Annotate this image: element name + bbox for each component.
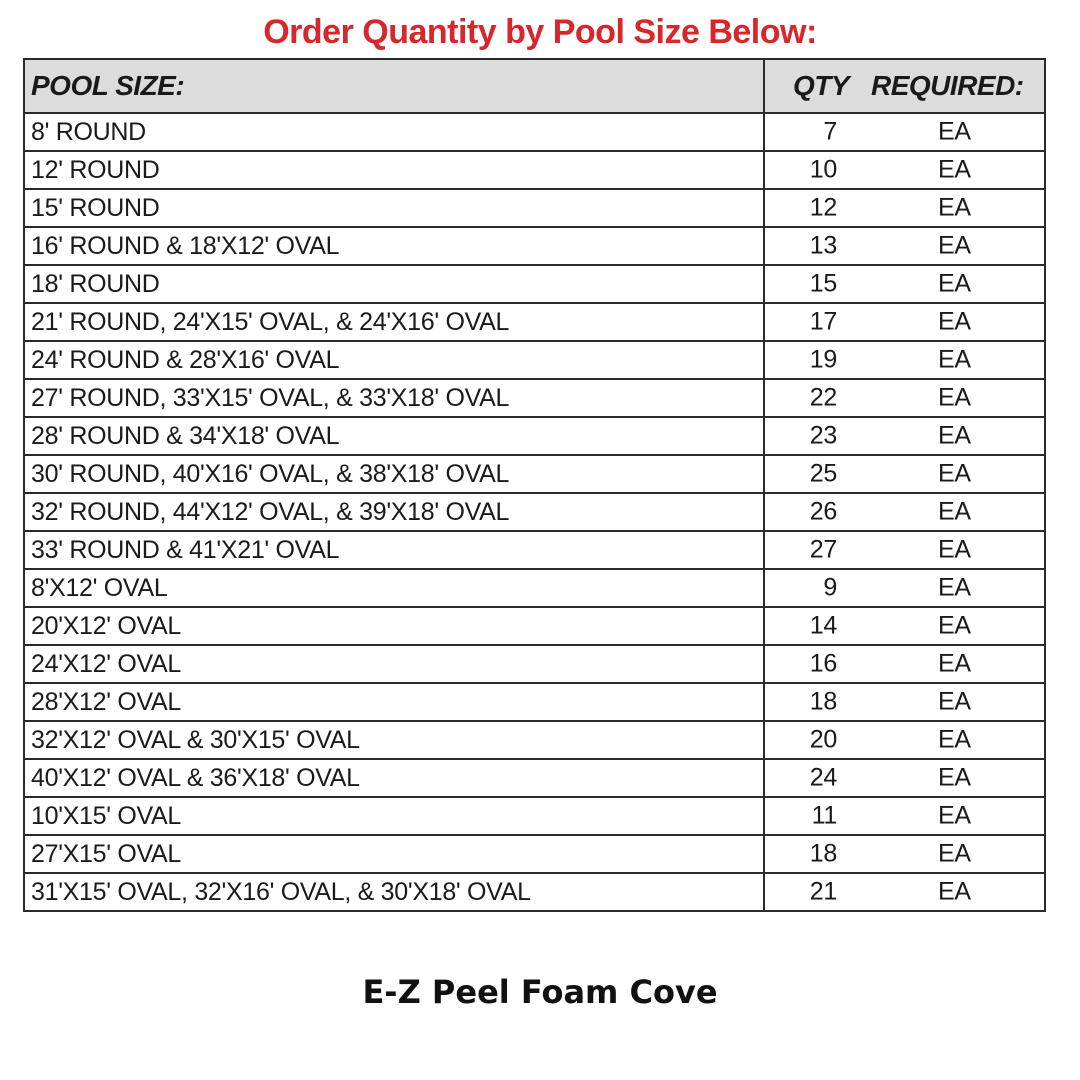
qty-required-cell bbox=[764, 227, 1045, 265]
column-header-required: REQUIRED: bbox=[871, 70, 1024, 101]
qty-required-cell bbox=[764, 379, 1045, 417]
table-row bbox=[24, 227, 1045, 265]
table-row bbox=[24, 759, 1045, 797]
unit-value: EA bbox=[938, 345, 971, 374]
table-row bbox=[24, 835, 1045, 873]
pool-size-cell: 28'X12' OVAL bbox=[24, 683, 764, 721]
table-row bbox=[24, 189, 1045, 227]
product-caption: E-Z Peel Foam Cove bbox=[362, 973, 718, 1011]
qty-required-cell bbox=[764, 607, 1045, 645]
table-row bbox=[24, 455, 1045, 493]
qty-value: 9 bbox=[823, 573, 837, 602]
unit-value: EA bbox=[938, 307, 971, 336]
table-row bbox=[24, 797, 1045, 835]
table-row bbox=[24, 151, 1045, 189]
pool-size-cell: 18' ROUND bbox=[24, 265, 764, 303]
qty-value: 19 bbox=[809, 345, 837, 374]
unit-value: EA bbox=[938, 535, 971, 564]
qty-required-cell bbox=[764, 151, 1045, 189]
unit-value: EA bbox=[938, 877, 971, 906]
qty-value: 16 bbox=[809, 649, 837, 678]
qty-required-cell bbox=[764, 265, 1045, 303]
unit-value: EA bbox=[938, 497, 971, 526]
table-row bbox=[24, 645, 1045, 683]
qty-required-cell bbox=[764, 455, 1045, 493]
qty-value: 25 bbox=[809, 459, 837, 488]
table-row bbox=[24, 873, 1045, 911]
qty-value: 7 bbox=[823, 117, 837, 146]
qty-required-cell bbox=[764, 569, 1045, 607]
qty-value: 11 bbox=[811, 801, 837, 830]
pool-size-cell: 31'X15' OVAL, 32'X16' OVAL, & 30'X18' OVAL bbox=[24, 873, 764, 911]
qty-required-cell bbox=[764, 113, 1045, 151]
table-row bbox=[24, 683, 1045, 721]
pool-size-cell: 27'X15' OVAL bbox=[24, 835, 764, 873]
qty-required-cell bbox=[764, 683, 1045, 721]
page-heading: Order Quantity by Pool Size Below: bbox=[263, 13, 817, 51]
table-row bbox=[24, 341, 1045, 379]
pool-size-quantity-table bbox=[23, 58, 1046, 912]
qty-value: 18 bbox=[809, 687, 837, 716]
qty-required-cell bbox=[764, 303, 1045, 341]
unit-value: EA bbox=[938, 269, 971, 298]
qty-value: 18 bbox=[809, 839, 837, 868]
qty-value: 10 bbox=[809, 155, 837, 184]
column-header-qty: QTY bbox=[792, 70, 849, 101]
qty-required-cell bbox=[764, 417, 1045, 455]
pool-size-cell: 33' ROUND & 41'X21' OVAL bbox=[24, 531, 764, 569]
table-row bbox=[24, 531, 1045, 569]
qty-required-cell bbox=[764, 645, 1045, 683]
unit-value: EA bbox=[938, 687, 971, 716]
column-header-pool-size: POOL SIZE: bbox=[24, 59, 764, 113]
table-body bbox=[24, 113, 1045, 911]
pool-size-cell: 27' ROUND, 33'X15' OVAL, & 33'X18' OVAL bbox=[24, 379, 764, 417]
unit-value: EA bbox=[938, 611, 971, 640]
unit-value: EA bbox=[938, 839, 971, 868]
pool-size-cell: 28' ROUND & 34'X18' OVAL bbox=[24, 417, 764, 455]
table-row bbox=[24, 721, 1045, 759]
pool-size-cell: 8'X12' OVAL bbox=[24, 569, 764, 607]
pool-size-cell: 24'X12' OVAL bbox=[24, 645, 764, 683]
unit-value: EA bbox=[938, 573, 971, 602]
qty-required-cell bbox=[764, 835, 1045, 873]
pool-size-cell: 16' ROUND & 18'X12' OVAL bbox=[24, 227, 764, 265]
unit-value: EA bbox=[938, 383, 971, 412]
pool-size-cell: 32' ROUND, 44'X12' OVAL, & 39'X18' OVAL bbox=[24, 493, 764, 531]
qty-value: 23 bbox=[809, 421, 837, 450]
qty-value: 21 bbox=[809, 877, 837, 906]
qty-value: 24 bbox=[809, 763, 837, 792]
unit-value: EA bbox=[938, 649, 971, 678]
qty-value: 17 bbox=[809, 307, 837, 336]
qty-value: 14 bbox=[809, 611, 837, 640]
pool-size-cell: 24' ROUND & 28'X16' OVAL bbox=[24, 341, 764, 379]
unit-value: EA bbox=[938, 459, 971, 488]
pool-size-cell: 15' ROUND bbox=[24, 189, 764, 227]
qty-value: 13 bbox=[809, 231, 837, 260]
table-row bbox=[24, 113, 1045, 151]
column-header-qty-required bbox=[764, 59, 1045, 113]
qty-required-cell bbox=[764, 189, 1045, 227]
qty-required-cell bbox=[764, 873, 1045, 911]
pool-size-cell: 21' ROUND, 24'X15' OVAL, & 24'X16' OVAL bbox=[24, 303, 764, 341]
pool-size-cell: 10'X15' OVAL bbox=[24, 797, 764, 835]
pool-size-cell: 20'X12' OVAL bbox=[24, 607, 764, 645]
qty-value: 15 bbox=[809, 269, 837, 298]
unit-value: EA bbox=[938, 193, 971, 222]
table-row bbox=[24, 607, 1045, 645]
unit-value: EA bbox=[938, 117, 971, 146]
pool-size-cell: 8' ROUND bbox=[24, 113, 764, 151]
table-row bbox=[24, 493, 1045, 531]
qty-value: 26 bbox=[809, 497, 837, 526]
unit-value: EA bbox=[938, 421, 971, 450]
pool-size-cell: 30' ROUND, 40'X16' OVAL, & 38'X18' OVAL bbox=[24, 455, 764, 493]
table-header-row bbox=[24, 59, 1045, 113]
qty-required-cell bbox=[764, 493, 1045, 531]
unit-value: EA bbox=[938, 155, 971, 184]
qty-value: 12 bbox=[809, 193, 837, 222]
table-row bbox=[24, 265, 1045, 303]
qty-value: 22 bbox=[809, 383, 837, 412]
unit-value: EA bbox=[938, 801, 971, 830]
pool-size-cell: 40'X12' OVAL & 36'X18' OVAL bbox=[24, 759, 764, 797]
pool-size-cell: 12' ROUND bbox=[24, 151, 764, 189]
unit-value: EA bbox=[938, 763, 971, 792]
table-row bbox=[24, 379, 1045, 417]
qty-required-cell bbox=[764, 721, 1045, 759]
table-row bbox=[24, 417, 1045, 455]
qty-value: 20 bbox=[809, 725, 837, 754]
qty-required-cell bbox=[764, 759, 1045, 797]
qty-required-cell bbox=[764, 797, 1045, 835]
unit-value: EA bbox=[938, 725, 971, 754]
qty-required-cell bbox=[764, 531, 1045, 569]
table-row bbox=[24, 569, 1045, 607]
table-row bbox=[24, 303, 1045, 341]
qty-required-cell bbox=[764, 341, 1045, 379]
unit-value: EA bbox=[938, 231, 971, 260]
qty-value: 27 bbox=[809, 535, 837, 564]
pool-size-cell: 32'X12' OVAL & 30'X15' OVAL bbox=[24, 721, 764, 759]
